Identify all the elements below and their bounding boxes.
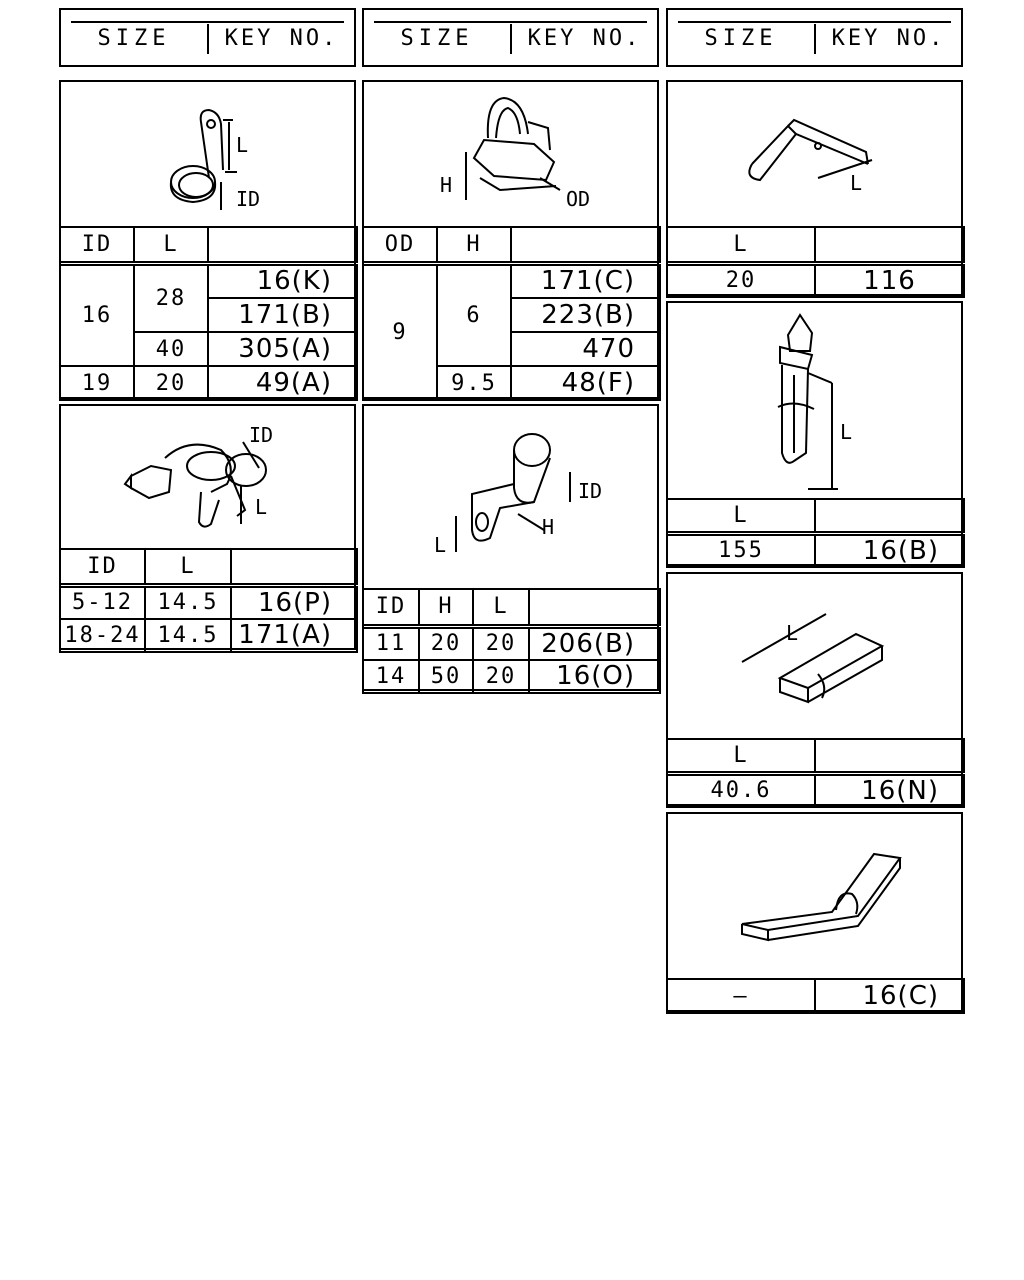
col-l: L <box>145 549 231 585</box>
dim-id-label: ID <box>249 423 274 447</box>
key-no-cell: 16(B) <box>815 533 964 567</box>
dim-l-label: L <box>840 420 853 444</box>
bracket-clamp-drawing <box>364 406 657 588</box>
table-cell: 18-24 <box>60 619 145 652</box>
key-no-cell: 16(P) <box>231 585 357 619</box>
size-label: SIZE <box>400 26 474 51</box>
col-key <box>529 589 660 626</box>
clamp-loop-table <box>59 226 358 401</box>
col-key <box>208 227 357 263</box>
key-no-cell: 16(K) <box>208 263 357 298</box>
col-id: ID <box>363 589 419 626</box>
table-cell: 14 <box>363 660 419 693</box>
part-push-clip <box>666 301 963 566</box>
flat-band-table <box>666 978 965 1014</box>
col-key <box>815 227 964 263</box>
key-no-cell: 48(F) <box>511 366 660 400</box>
key-no-cell: 470 <box>511 332 660 366</box>
key-no-cell: 16(N) <box>815 773 964 807</box>
table-cell: 155 <box>667 533 815 567</box>
key-no-cell: 116 <box>815 263 964 297</box>
band-clip-drawing <box>668 574 961 738</box>
col-key <box>815 739 964 773</box>
table-cell: 28 <box>134 263 208 332</box>
clamp-double-table <box>59 548 358 653</box>
clip-l-table <box>666 226 965 298</box>
table-cell: 20 <box>473 660 529 693</box>
dim-od-label: OD <box>566 187 591 211</box>
key-no-cell: 171(C) <box>511 263 660 298</box>
dim-id-label: ID <box>578 479 603 503</box>
dim-l-label: L <box>236 133 249 157</box>
table-cell: 40 <box>134 332 208 366</box>
col-od: OD <box>363 227 437 263</box>
key-no-label: KEY NO. <box>831 26 946 51</box>
table-cell: 20 <box>134 366 208 400</box>
part-clamp-double <box>59 404 356 650</box>
table-cell: 40.6 <box>667 773 815 807</box>
table-cell: 11 <box>363 626 419 660</box>
header-col3 <box>666 8 963 67</box>
key-no-cell: 171(B) <box>208 298 357 332</box>
part-band-clip <box>666 572 963 806</box>
col-h: H <box>437 227 511 263</box>
key-no-label: KEY NO. <box>527 26 642 51</box>
col-l: L <box>473 589 529 626</box>
band-clip-table <box>666 738 965 808</box>
table-cell: 20 <box>667 263 815 297</box>
part-clip-od <box>362 80 659 399</box>
dim-h-label: H <box>440 173 453 197</box>
part-flat-band <box>666 812 963 1012</box>
col-key <box>511 227 660 263</box>
table-cell: 6 <box>437 263 511 366</box>
table-cell: 9 <box>363 263 437 400</box>
l-clip-drawing <box>668 82 961 226</box>
key-no-label: KEY NO. <box>224 26 339 51</box>
clamp-bracket-table <box>362 588 661 694</box>
table-cell: 14.5 <box>145 619 231 652</box>
clip-od-table <box>362 226 661 401</box>
dim-l-label: L <box>786 621 799 645</box>
col-h: H <box>419 589 473 626</box>
key-no-cell: 305(A) <box>208 332 357 366</box>
key-no-cell: 171(A) <box>231 619 357 652</box>
size-label: SIZE <box>704 26 778 51</box>
push-clip-drawing <box>668 303 961 498</box>
table-cell: — <box>667 979 815 1013</box>
key-no-cell: 49(A) <box>208 366 357 400</box>
table-cell: 50 <box>419 660 473 693</box>
col-key <box>815 499 964 533</box>
dim-l-label: L <box>434 533 447 557</box>
key-no-cell: 16(O) <box>529 660 660 693</box>
dim-id-label: ID <box>236 187 261 211</box>
col-id: ID <box>60 227 134 263</box>
table-cell: 16 <box>60 263 134 366</box>
col-id: ID <box>60 549 145 585</box>
table-cell: 5-12 <box>60 585 145 619</box>
col-l: L <box>667 739 815 773</box>
col-l: L <box>667 499 815 533</box>
table-cell: 14.5 <box>145 585 231 619</box>
part-clip-l <box>666 80 963 296</box>
header-col2 <box>362 8 659 67</box>
od-clip-drawing <box>364 82 657 226</box>
flat-band-drawing <box>668 814 961 978</box>
key-no-cell: 206(B) <box>529 626 660 660</box>
col-key <box>231 549 357 585</box>
header-col1 <box>59 8 356 67</box>
table-cell: 20 <box>419 626 473 660</box>
key-no-cell: 223(B) <box>511 298 660 332</box>
col-l: L <box>134 227 208 263</box>
push-clip-table <box>666 498 965 568</box>
dim-h-label: H <box>542 515 555 539</box>
table-cell: 19 <box>60 366 134 400</box>
double-clamp-drawing <box>61 406 354 548</box>
part-clamp-bracket <box>362 404 659 691</box>
table-cell: 9.5 <box>437 366 511 400</box>
loop-clamp-drawing <box>61 82 354 226</box>
dim-l-label: L <box>850 171 863 195</box>
dim-l-label: L <box>255 495 268 519</box>
part-clamp-loop <box>59 80 356 399</box>
table-cell: 20 <box>473 626 529 660</box>
size-label: SIZE <box>97 26 171 51</box>
key-no-cell: 16(C) <box>815 979 964 1013</box>
col-l: L <box>667 227 815 263</box>
